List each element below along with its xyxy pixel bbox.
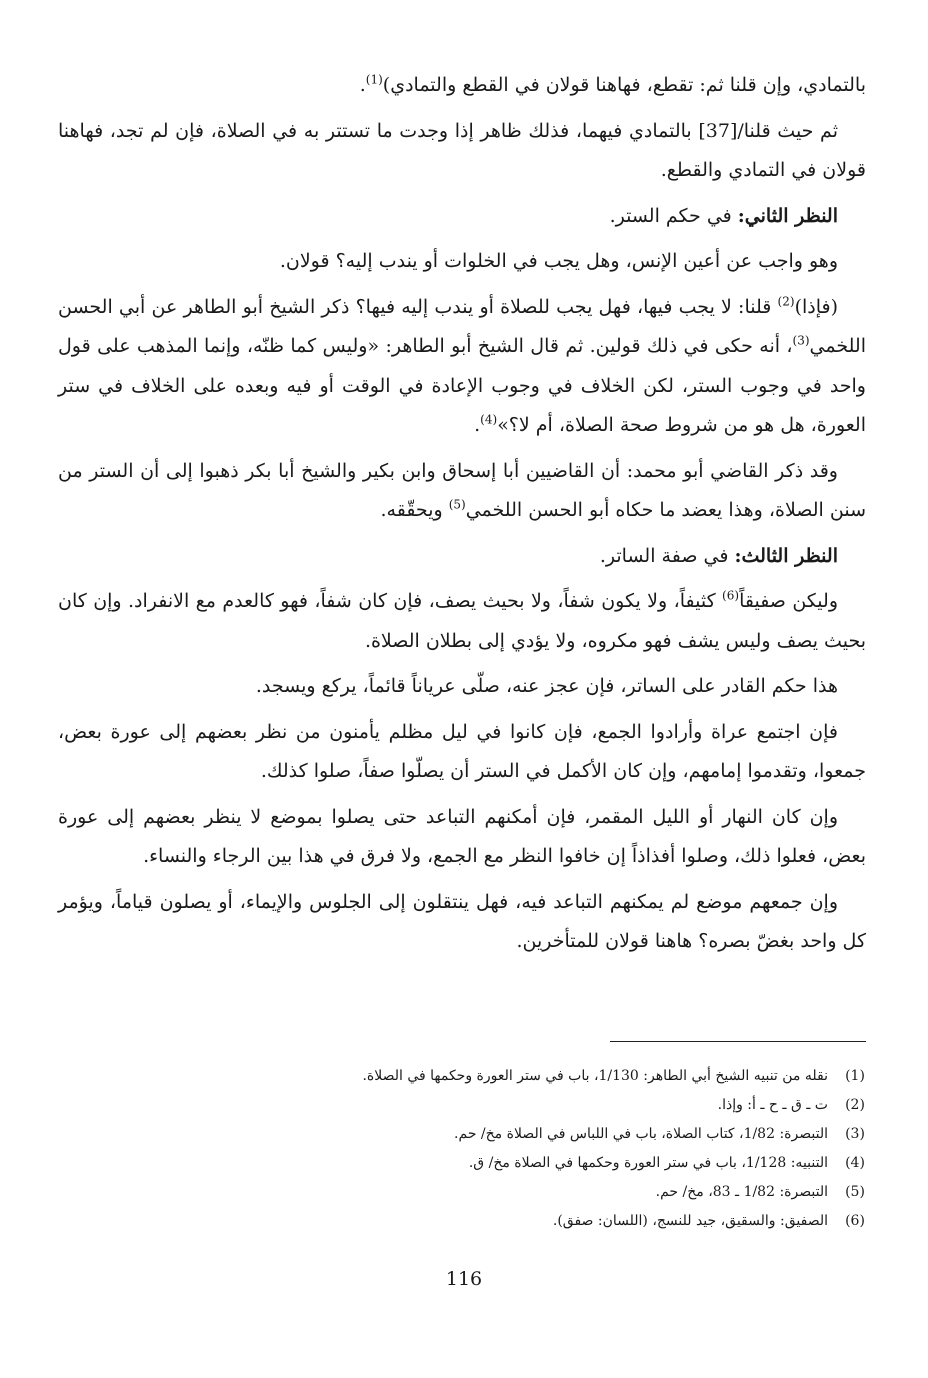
section-heading-title: النظر الثاني: (737, 204, 838, 227)
footnote-number: (6) (845, 1213, 865, 1229)
footnote-text: التبصرة: 1/82، كتاب الصلاة، باب في اللباس في الصلاة مخ/ حم. (454, 1126, 828, 1142)
footnote-number: (5) (845, 1184, 865, 1200)
paragraph-text: وإن جمعهم موضع لم يمكنهم التباعد فيه، فهل ينتقلون إلى الجلوس والإيماء، أو يصلون قياماً، ويؤمر كل واحد بغضّ بصره؟ هاهنا قولان للمتأخرين. (58, 890, 866, 952)
footnote-ref[interactable]: (4) (480, 412, 498, 427)
paragraph-text: ويحقّقه. (380, 499, 449, 521)
paragraph-text: ، أنه حكى في ذلك قولين. ثم قال الشيخ أبو الطاهر: «وليس كما ظنّه، وإنما المذهب على قول واحد في وجوب الستر، لكن الخلاف في وجوب الإعادة في الوقت أو فيه وبعده على الخلاف في ستر العورة، هل هو من شروط صحة الصلاة، أم لا؟» (58, 335, 866, 436)
paragraph-text: قلنا: لا يجب فيها، فهل يجب للصلاة أو يندب إليه فيها؟ ذكر الشيخ أبو الطاهر عن أبي الحسن اللخمي (58, 295, 866, 357)
footnote-text: نقله من تنبيه الشيخ أبي الطاهر: 1/130، باب في ستر العورة وحكمها في الصلاة. (362, 1068, 828, 1084)
section-heading-subtitle: في حكم الستر. (609, 204, 738, 227)
page-number: 116 (445, 1268, 483, 1290)
paragraph-1 (58, 66, 866, 106)
paragraph-text: ثم حيث قلنا/[37] بالتمادي فيهما، فذلك ظاهر إذا وجدت ما تستتر به في الصلاة، فإن لم تجد، فهاهنا قولان في التمادي والقطع. (58, 119, 866, 181)
footnote-text: ت ـ ق ـ ح ـ أ: وإذا. (717, 1097, 828, 1113)
paragraph-text: فإن اجتمع عراة وأرادوا الجمع، فإن كانوا في ليل مظلم يأمنون من نظر بعضهم إلى عورة بعض، جمعوا، وتقدموا إمامهم، وإن كان الأكمل في الستر أن يصلّوا صفاً، صلوا كذلك. (58, 720, 866, 782)
paragraph-5 (58, 452, 866, 531)
footnote-ref[interactable]: (2) (777, 294, 795, 309)
footnote-text: التبصرة: 1/82 ـ 83، مخ/ حم. (655, 1184, 828, 1200)
section-heading-2 (58, 197, 866, 237)
footnote-ref[interactable]: (3) (792, 333, 810, 348)
footnotes (200, 1062, 866, 1236)
footnote-number: (3) (845, 1126, 865, 1142)
paragraph-text: وإن كان النهار أو الليل المقمر، فإن أمكنهم التباعد حتى يصلوا بموضع لا ينظر بعضهم إلى عورة بعض، فعلوا ذلك، وصلوا أفذاذاً إن خافوا النظر مع الجمع، ولا فرق في هذا بين الرجاء والنساء. (58, 805, 866, 867)
footnote-item (200, 1149, 866, 1178)
paragraph-10 (58, 883, 866, 962)
footnote-item (200, 1062, 866, 1091)
paragraph-6 (58, 582, 866, 661)
paragraph-text: . (474, 414, 481, 436)
paragraph-text: وليكن صفيقاً (739, 590, 838, 612)
paragraph-7 (58, 667, 866, 707)
paragraph-text: كثيفاً، ولا يكون شفاً، ولا بحيث يصف، فإن كان شفاً، فهو كالعدم مع الانفراد. وإن كان بحيث يصف وليس يشف فهو مكروه، ولا يؤدي إلى بطلان الصلاة. (58, 590, 866, 652)
paragraph-2 (58, 112, 866, 191)
footnote-item (200, 1091, 866, 1120)
paragraph-text: بالتمادي، وإن قلنا ثم: تقطع، فهاهنا قولان في القطع والتمادي) (382, 74, 866, 96)
paragraph-text: وهو واجب عن أعين الإنس، وهل يجب في الخلوات أو يندب إليه؟ قولان. (279, 250, 838, 272)
main-text (58, 66, 866, 962)
paragraph-4 (58, 288, 866, 446)
footnote-number: (1) (845, 1068, 865, 1084)
section-heading-subtitle: في صفة الساتر. (599, 544, 735, 567)
paragraph-3 (58, 242, 866, 282)
paragraph-text: . (359, 74, 366, 96)
paragraph-text: (فإذا) (794, 295, 838, 318)
footnote-ref[interactable]: (5) (448, 497, 466, 512)
footnote-item (200, 1178, 866, 1207)
section-heading-title: النظر الثالث: (734, 544, 838, 567)
footnote-text: الصفيق: والسقيق، جيد للنسج، (اللسان: صفق). (552, 1213, 828, 1229)
paragraph-text: هذا حكم القادر على الساتر، فإن عجز عنه، صلّى عرياناً قائماً، يركع ويسجد. (255, 675, 838, 697)
paragraph-text: وقد ذكر القاضي أبو محمد: أن القاضيين أبا إسحاق وابن بكير والشيخ أبا بكر ذهبوا إلى أن الستر من سنن الصلاة، وهذا يعضد ما حكاه أبو الحسن اللخمي (58, 459, 866, 521)
paragraph-8 (58, 713, 866, 792)
footnote-number: (2) (845, 1097, 865, 1113)
footnote-item (200, 1207, 866, 1236)
section-heading-3 (58, 537, 866, 577)
footnote-number: (4) (845, 1155, 865, 1171)
footnote-separator (610, 1041, 866, 1042)
footnote-ref[interactable]: (6) (722, 588, 740, 603)
paragraph-9 (58, 798, 866, 877)
footnote-item (200, 1120, 866, 1149)
footnote-ref[interactable]: (1) (365, 72, 383, 87)
footnote-text: التنبيه: 1/128، باب في ستر العورة وحكمها في الصلاة مخ/ ق. (468, 1155, 828, 1171)
